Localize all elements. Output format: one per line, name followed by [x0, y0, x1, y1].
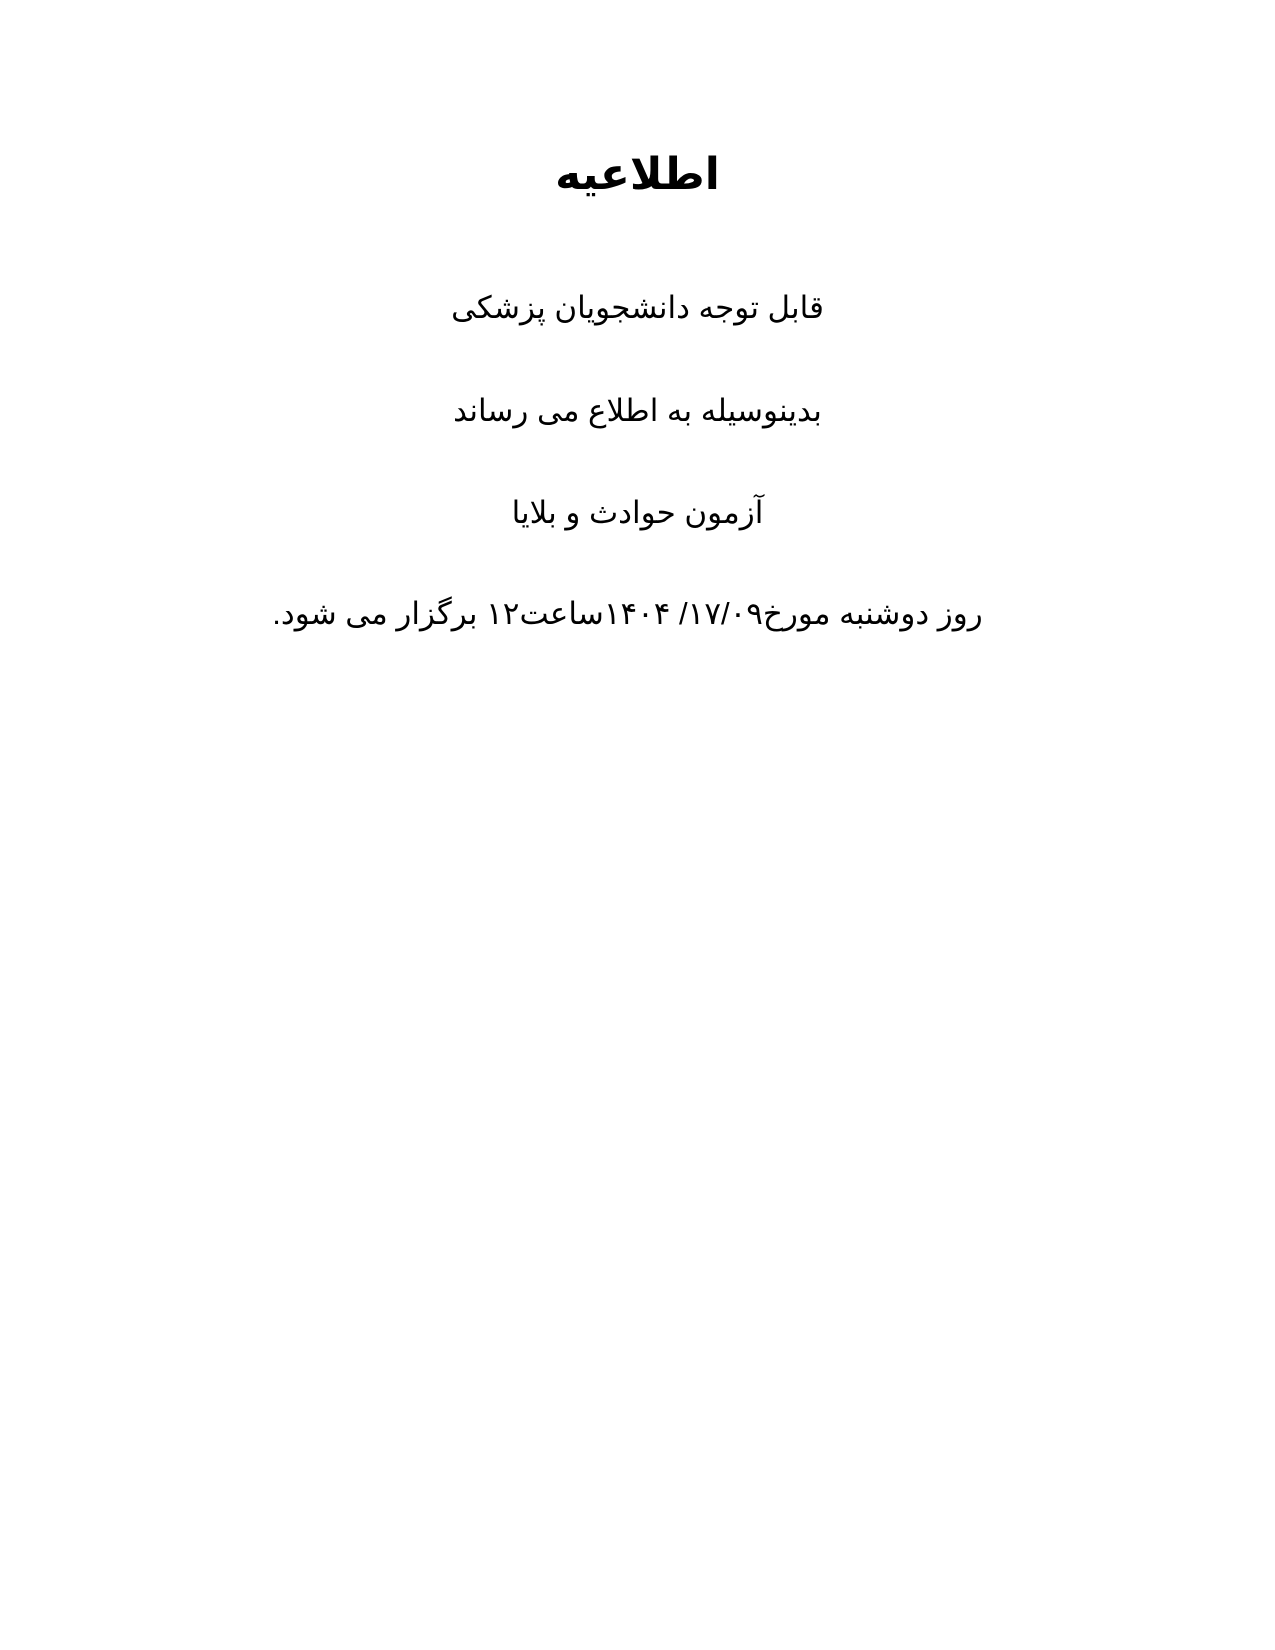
notice-schedule-line: روز دوشنبه مورخ۱۷/۰۹/ ۱۴۰۴ساعت۱۲ برگزار می شود. [272, 596, 983, 631]
notice-audience-line: قابل توجه دانشجویان پزشکی [451, 290, 824, 325]
notice-title: اطلاعیه [555, 150, 720, 199]
notice-intro-line: بدینوسیله به اطلاع می رساند [453, 393, 822, 428]
notice-exam-name-line: آزمون حوادث و بلایا [511, 495, 764, 530]
